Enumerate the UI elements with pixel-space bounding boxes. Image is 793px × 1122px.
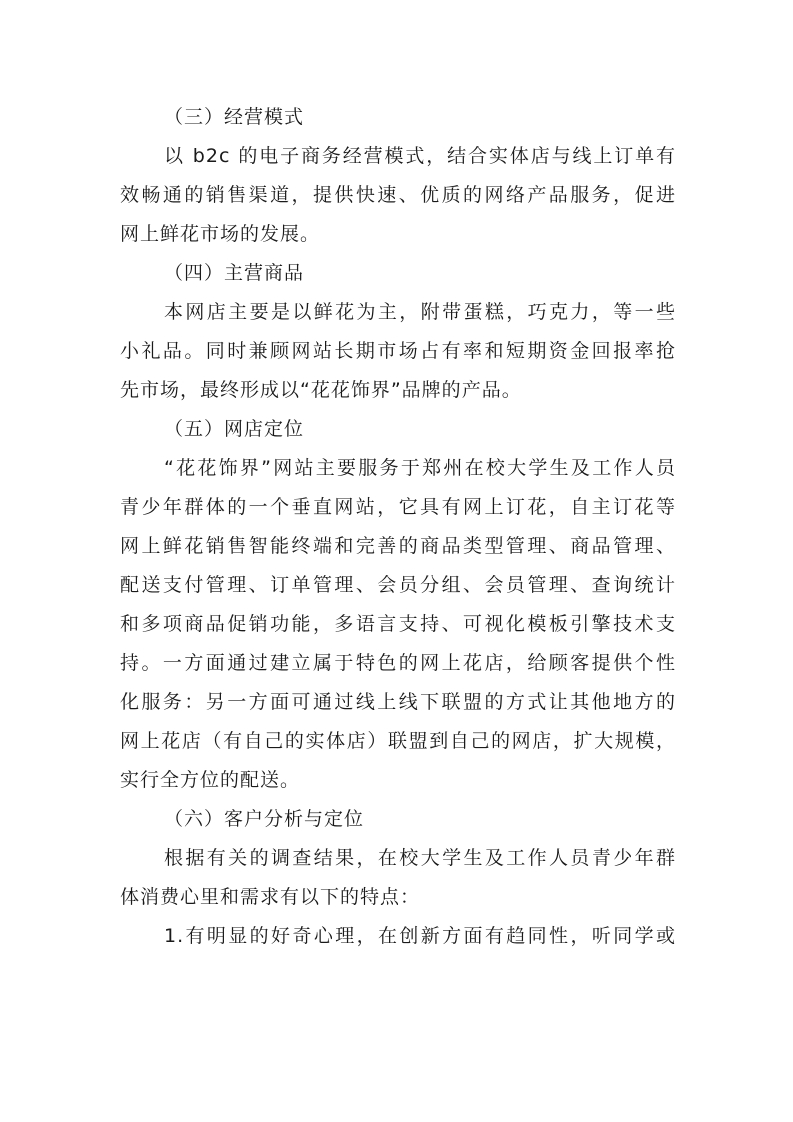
section-heading-store-positioning: （五）网店定位 xyxy=(164,418,305,440)
paragraph-line: 效畅通的销售渠道，提供快速、优质的网络产品服务，促进 xyxy=(120,184,676,206)
paragraph-store-positioning xyxy=(120,449,676,800)
paragraph-line: 根据有关的调查结果，在校大学生及工作人员青少年群 xyxy=(164,847,676,869)
paragraph-line: 持。一方面通过建立属于特色的网上花店，给顾客提供个性 xyxy=(120,652,676,674)
paragraph-line: 和多项商品促销功能，多语言支持、可视化模板引擎技术支 xyxy=(120,613,676,635)
paragraph-line: “花花饰界”网站主要服务于郑州在校大学生及工作人员 xyxy=(164,457,676,479)
paragraph-line: 本网店主要是以鲜花为主，附带蛋糕，巧克力，等一些 xyxy=(164,301,676,323)
section-heading-customer-analysis: （六）客户分析与定位 xyxy=(164,808,365,830)
paragraph-line: 以 b2c 的电子商务经营模式，结合实体店与线上订单有 xyxy=(164,145,676,167)
paragraph-line: 先市场，最终形成以“花花饰界”品牌的产品。 xyxy=(120,379,522,401)
paragraph-line: 体消费心里和需求有以下的特点： xyxy=(120,886,421,908)
paragraph-line: 化服务：另一方面可通过线上线下联盟的方式让其他地方的 xyxy=(120,691,676,713)
paragraph-line: 小礼品。同时兼顾网站长期市场占有率和短期资金回报率抢 xyxy=(120,340,676,362)
paragraph-line: 网上花店（有自己的实体店）联盟到自己的网店，扩大规模， xyxy=(120,730,676,752)
section-heading-main-products: （四）主营商品 xyxy=(164,262,305,284)
paragraph-business-model xyxy=(120,137,676,254)
paragraph-line: 青少年群体的一个垂直网站，它具有网上订花，自主订花等 xyxy=(120,496,676,518)
paragraph-main-products xyxy=(120,293,676,410)
paragraph-line: 网上鲜花销售智能终端和完善的商品类型管理、商品管理、 xyxy=(120,535,676,557)
section-heading-business-model: （三）经营模式 xyxy=(164,106,305,128)
document-body xyxy=(120,98,676,956)
paragraph-customer-analysis xyxy=(120,839,676,956)
paragraph-line: 网上鲜花市场的发展。 xyxy=(120,223,321,245)
paragraph-line: 实行全方位的配送。 xyxy=(120,769,301,791)
paragraph-line: 1.有明显的好奇心理，在创新方面有趋同性，听同学或 xyxy=(164,925,676,947)
paragraph-line: 配送支付管理、订单管理、会员分组、会员管理、查询统计 xyxy=(120,574,676,596)
